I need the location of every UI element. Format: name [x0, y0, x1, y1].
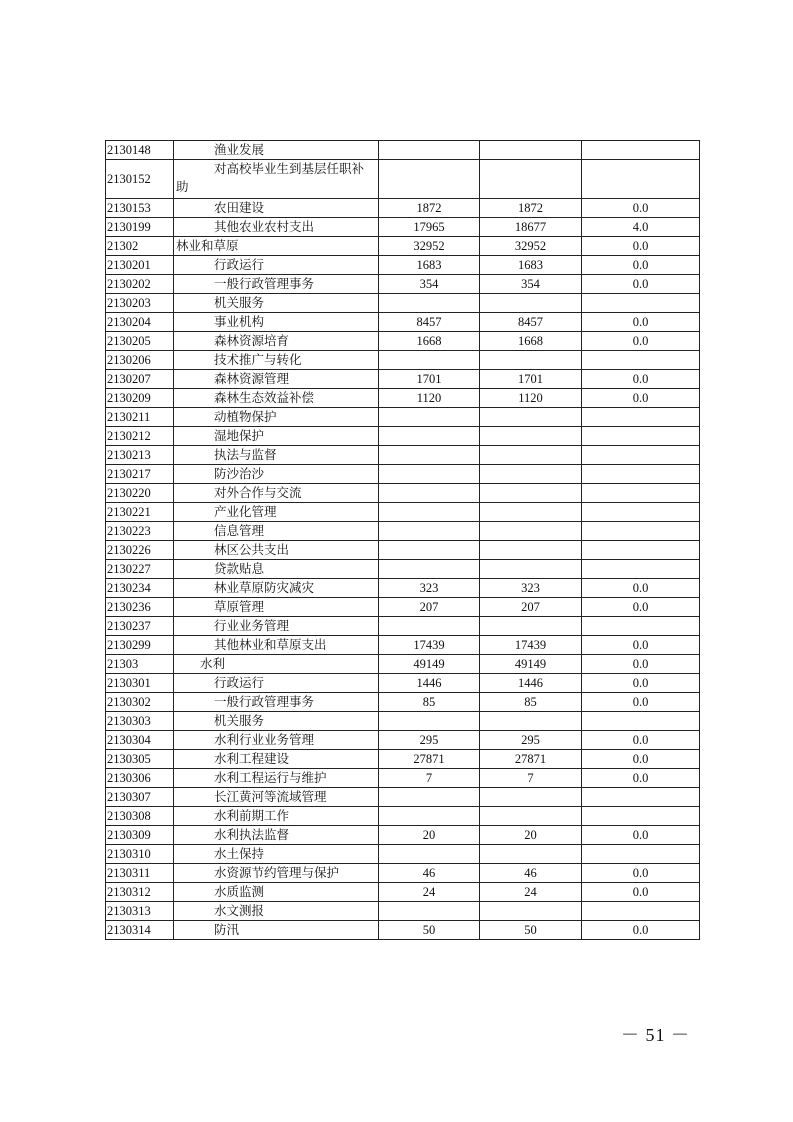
item-name: 农田建设 [174, 199, 379, 218]
item-code: 2130207 [106, 370, 174, 389]
item-name: 林区公共支出 [174, 541, 379, 560]
item-name: 机关服务 [174, 294, 379, 313]
item-name-line-2: 助 [176, 179, 189, 194]
value-cell-1 [379, 788, 480, 807]
item-name: 对外合作与交流 [174, 484, 379, 503]
value-cell-2: 17439 [480, 636, 582, 655]
table-row [106, 864, 700, 883]
value-cell-1: 1446 [379, 674, 480, 693]
item-name: 动植物保护 [174, 408, 379, 427]
value-cell-1 [379, 408, 480, 427]
item-code: 2130313 [106, 902, 174, 921]
value-cell-1 [379, 351, 480, 370]
item-name: 水资源节约管理与保护 [174, 864, 379, 883]
table-row [106, 693, 700, 712]
value-cell-1 [379, 807, 480, 826]
table-row [106, 256, 700, 275]
value-cell-3: 0.0 [582, 769, 700, 788]
value-cell-1 [379, 446, 480, 465]
item-code: 2130236 [106, 598, 174, 617]
value-cell-2 [480, 427, 582, 446]
value-cell-3 [582, 712, 700, 731]
value-cell-2 [480, 902, 582, 921]
value-cell-1 [379, 712, 480, 731]
item-code: 2130304 [106, 731, 174, 750]
item-code: 2130217 [106, 465, 174, 484]
value-cell-3: 0.0 [582, 332, 700, 351]
table-row [106, 655, 700, 674]
item-code: 2130202 [106, 275, 174, 294]
value-cell-2: 20 [480, 826, 582, 845]
table-row [106, 750, 700, 769]
value-cell-2 [480, 522, 582, 541]
item-code: 2130307 [106, 788, 174, 807]
table-row [106, 883, 700, 902]
table-row [106, 712, 700, 731]
value-cell-1 [379, 141, 480, 160]
value-cell-3 [582, 788, 700, 807]
table-row [106, 351, 700, 370]
table-row [106, 788, 700, 807]
item-name: 其他农业农村支出 [174, 218, 379, 237]
item-code: 2130310 [106, 845, 174, 864]
item-name: 水利工程建设 [174, 750, 379, 769]
item-code: 2130206 [106, 351, 174, 370]
value-cell-3 [582, 617, 700, 636]
item-code: 2130204 [106, 313, 174, 332]
value-cell-1: 323 [379, 579, 480, 598]
value-cell-1 [379, 160, 480, 199]
table-row [106, 807, 700, 826]
item-name: 信息管理 [174, 522, 379, 541]
value-cell-1 [379, 465, 480, 484]
value-cell-2: 49149 [480, 655, 582, 674]
value-cell-3: 0.0 [582, 275, 700, 294]
value-cell-1: 1872 [379, 199, 480, 218]
item-name: 水利工程运行与维护 [174, 769, 379, 788]
table-row [106, 921, 700, 940]
item-code: 2130314 [106, 921, 174, 940]
table-row [106, 199, 700, 218]
value-cell-1: 7 [379, 769, 480, 788]
item-code: 2130311 [106, 864, 174, 883]
item-code: 2130153 [106, 199, 174, 218]
table-row [106, 160, 700, 199]
item-name: 草原管理 [174, 598, 379, 617]
value-cell-2 [480, 807, 582, 826]
value-cell-2: 1120 [480, 389, 582, 408]
table-row [106, 446, 700, 465]
value-cell-1: 8457 [379, 313, 480, 332]
table-row [106, 902, 700, 921]
value-cell-3: 0.0 [582, 674, 700, 693]
item-code: 2130152 [106, 160, 174, 199]
value-cell-1 [379, 294, 480, 313]
item-code: 2130234 [106, 579, 174, 598]
value-cell-1 [379, 484, 480, 503]
table-row [106, 522, 700, 541]
table-row [106, 731, 700, 750]
item-name: 长江黄河等流域管理 [174, 788, 379, 807]
item-name: 森林生态效益补偿 [174, 389, 379, 408]
table-row [106, 579, 700, 598]
item-code: 2130308 [106, 807, 174, 826]
item-name: 行政运行 [174, 256, 379, 275]
table-row [106, 141, 700, 160]
value-cell-1: 20 [379, 826, 480, 845]
item-code: 2130205 [106, 332, 174, 351]
table-row [106, 560, 700, 579]
item-name: 其他林业和草原支出 [174, 636, 379, 655]
table-row [106, 218, 700, 237]
value-cell-1 [379, 503, 480, 522]
value-cell-3 [582, 465, 700, 484]
value-cell-3 [582, 484, 700, 503]
value-cell-3 [582, 427, 700, 446]
value-cell-2 [480, 484, 582, 503]
table-row [106, 598, 700, 617]
value-cell-2: 18677 [480, 218, 582, 237]
item-code: 2130211 [106, 408, 174, 427]
table-row [106, 294, 700, 313]
value-cell-2: 1683 [480, 256, 582, 275]
item-code: 2130301 [106, 674, 174, 693]
value-cell-2: 1701 [480, 370, 582, 389]
item-code: 2130212 [106, 427, 174, 446]
item-name: 防汛 [174, 921, 379, 940]
page-number: － 51 － [621, 1025, 690, 1045]
table-row [106, 845, 700, 864]
value-cell-2 [480, 446, 582, 465]
value-cell-3 [582, 560, 700, 579]
value-cell-1: 207 [379, 598, 480, 617]
value-cell-3: 0.0 [582, 199, 700, 218]
value-cell-1 [379, 522, 480, 541]
value-cell-3: 0.0 [582, 256, 700, 275]
item-code: 2130303 [106, 712, 174, 731]
value-cell-2 [480, 294, 582, 313]
value-cell-3: 0.0 [582, 826, 700, 845]
table-row [106, 636, 700, 655]
item-code: 2130309 [106, 826, 174, 845]
item-name: 林业草原防灾减灾 [174, 579, 379, 598]
value-cell-3 [582, 408, 700, 427]
value-cell-3: 0.0 [582, 370, 700, 389]
item-name: 行政运行 [174, 674, 379, 693]
table-row [106, 674, 700, 693]
item-name: 水质监测 [174, 883, 379, 902]
value-cell-1: 17439 [379, 636, 480, 655]
value-cell-1 [379, 845, 480, 864]
value-cell-3: 0.0 [582, 237, 700, 256]
item-code: 2130226 [106, 541, 174, 560]
value-cell-3 [582, 351, 700, 370]
item-code: 2130312 [106, 883, 174, 902]
value-cell-1 [379, 541, 480, 560]
item-code: 2130201 [106, 256, 174, 275]
value-cell-3 [582, 160, 700, 199]
value-cell-2 [480, 541, 582, 560]
value-cell-2 [480, 617, 582, 636]
value-cell-1: 32952 [379, 237, 480, 256]
value-cell-1 [379, 617, 480, 636]
value-cell-2 [480, 408, 582, 427]
item-code: 2130305 [106, 750, 174, 769]
value-cell-1: 1668 [379, 332, 480, 351]
table-row [106, 465, 700, 484]
value-cell-2 [480, 141, 582, 160]
item-name: 林业和草原 [174, 237, 379, 256]
value-cell-3: 0.0 [582, 731, 700, 750]
budget-table [105, 140, 700, 940]
value-cell-2: 207 [480, 598, 582, 617]
value-cell-1: 354 [379, 275, 480, 294]
value-cell-1: 1701 [379, 370, 480, 389]
item-name: 技术推广与转化 [174, 351, 379, 370]
item-name: 行业业务管理 [174, 617, 379, 636]
table-row [106, 427, 700, 446]
value-cell-3 [582, 294, 700, 313]
item-code: 2130306 [106, 769, 174, 788]
value-cell-2: 24 [480, 883, 582, 902]
item-name: 水利行业业务管理 [174, 731, 379, 750]
value-cell-2 [480, 560, 582, 579]
item-code: 21303 [106, 655, 174, 674]
item-name: 水利 [174, 655, 379, 674]
value-cell-1: 46 [379, 864, 480, 883]
item-code: 2130299 [106, 636, 174, 655]
table-row [106, 503, 700, 522]
item-name: 防沙治沙 [174, 465, 379, 484]
value-cell-2: 85 [480, 693, 582, 712]
value-cell-2 [480, 465, 582, 484]
value-cell-2: 354 [480, 275, 582, 294]
value-cell-3: 0.0 [582, 864, 700, 883]
value-cell-1: 49149 [379, 655, 480, 674]
item-name: 水文测报 [174, 902, 379, 921]
item-code: 2130302 [106, 693, 174, 712]
item-name: 机关服务 [174, 712, 379, 731]
value-cell-3 [582, 845, 700, 864]
value-cell-1: 85 [379, 693, 480, 712]
value-cell-2: 27871 [480, 750, 582, 769]
table-row [106, 237, 700, 256]
value-cell-3 [582, 541, 700, 560]
value-cell-3: 0.0 [582, 883, 700, 902]
item-name [174, 160, 379, 199]
item-code: 21302 [106, 237, 174, 256]
value-cell-2: 1668 [480, 332, 582, 351]
value-cell-1 [379, 902, 480, 921]
item-code: 2130237 [106, 617, 174, 636]
value-cell-3: 0.0 [582, 750, 700, 769]
value-cell-1: 24 [379, 883, 480, 902]
value-cell-2 [480, 788, 582, 807]
item-name: 森林资源培育 [174, 332, 379, 351]
item-code: 2130213 [106, 446, 174, 465]
table-row [106, 541, 700, 560]
value-cell-1: 50 [379, 921, 480, 940]
value-cell-2 [480, 503, 582, 522]
table-row [106, 617, 700, 636]
value-cell-3 [582, 522, 700, 541]
value-cell-3 [582, 902, 700, 921]
item-name: 水土保持 [174, 845, 379, 864]
item-code: 2130223 [106, 522, 174, 541]
item-name: 一般行政管理事务 [174, 693, 379, 712]
value-cell-1: 1120 [379, 389, 480, 408]
item-code: 2130227 [106, 560, 174, 579]
table-row [106, 332, 700, 351]
value-cell-1: 295 [379, 731, 480, 750]
value-cell-2: 7 [480, 769, 582, 788]
value-cell-2: 323 [480, 579, 582, 598]
table-row [106, 826, 700, 845]
value-cell-2: 50 [480, 921, 582, 940]
table-row [106, 769, 700, 788]
value-cell-3: 0.0 [582, 921, 700, 940]
table-row [106, 370, 700, 389]
value-cell-2 [480, 160, 582, 199]
value-cell-2: 1446 [480, 674, 582, 693]
value-cell-3: 0.0 [582, 636, 700, 655]
item-name: 执法与监督 [174, 446, 379, 465]
value-cell-2 [480, 351, 582, 370]
item-code: 2130209 [106, 389, 174, 408]
value-cell-3 [582, 141, 700, 160]
value-cell-1: 17965 [379, 218, 480, 237]
value-cell-1 [379, 427, 480, 446]
value-cell-2: 46 [480, 864, 582, 883]
value-cell-3 [582, 807, 700, 826]
item-name: 渔业发展 [174, 141, 379, 160]
item-name: 水利执法监督 [174, 826, 379, 845]
table-row [106, 408, 700, 427]
item-name: 森林资源管理 [174, 370, 379, 389]
item-code: 2130203 [106, 294, 174, 313]
item-code: 2130220 [106, 484, 174, 503]
value-cell-2: 8457 [480, 313, 582, 332]
value-cell-2: 1872 [480, 199, 582, 218]
item-name: 事业机构 [174, 313, 379, 332]
value-cell-3: 0.0 [582, 598, 700, 617]
value-cell-1: 27871 [379, 750, 480, 769]
value-cell-3: 0.0 [582, 655, 700, 674]
value-cell-2: 32952 [480, 237, 582, 256]
item-name: 水利前期工作 [174, 807, 379, 826]
value-cell-2: 295 [480, 731, 582, 750]
value-cell-2 [480, 712, 582, 731]
value-cell-2 [480, 845, 582, 864]
item-name: 贷款贴息 [174, 560, 379, 579]
item-code: 2130148 [106, 141, 174, 160]
value-cell-3: 0.0 [582, 313, 700, 332]
value-cell-3 [582, 503, 700, 522]
item-name-line-1: 对高校毕业生到基层任职补 [214, 161, 365, 176]
value-cell-1 [379, 560, 480, 579]
item-name: 湿地保护 [174, 427, 379, 446]
item-code: 2130199 [106, 218, 174, 237]
item-name: 一般行政管理事务 [174, 275, 379, 294]
table-row [106, 484, 700, 503]
item-name: 产业化管理 [174, 503, 379, 522]
table-row [106, 313, 700, 332]
table-row [106, 275, 700, 294]
value-cell-3: 0.0 [582, 579, 700, 598]
value-cell-3: 4.0 [582, 218, 700, 237]
value-cell-1: 1683 [379, 256, 480, 275]
table-row [106, 389, 700, 408]
value-cell-3: 0.0 [582, 693, 700, 712]
value-cell-3 [582, 446, 700, 465]
item-code: 2130221 [106, 503, 174, 522]
value-cell-3: 0.0 [582, 389, 700, 408]
